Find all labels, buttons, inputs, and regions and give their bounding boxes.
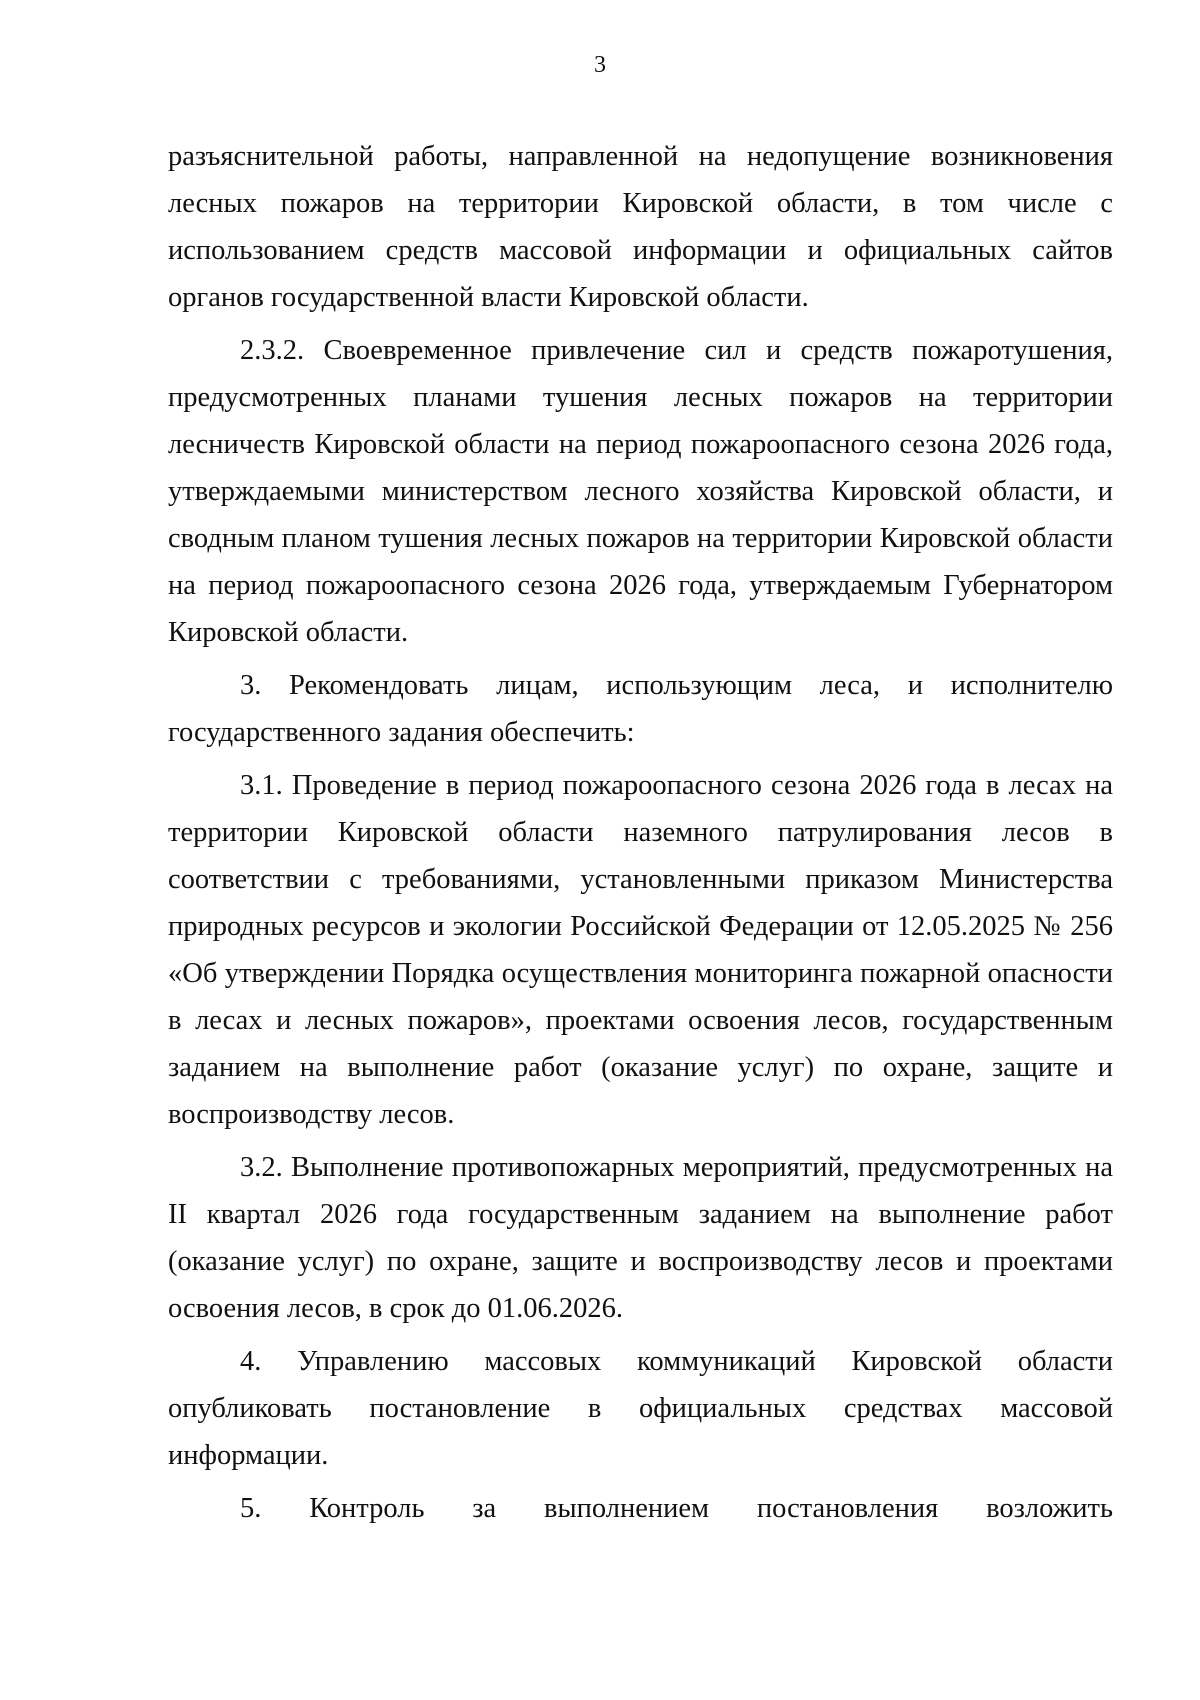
paragraph-5: 5. Контроль за выполнением постановления возложить [240,1493,1113,1524]
paragraph-3-2: 3.2. Выполнение противопожарных мероприятий, предусмотренных на II квартал 2026 года государственным заданием на выполнение работ (оказание услуг) по охране, защите и воспроизводству лесов и проектами освоения лесов, в срок до 01.06.2026. [168,1152,1113,1324]
paragraph-2-3-2: 2.3.2. Своевременное привлечение сил и средств пожаротушения, предусмотренных планами тушения лесных пожаров на территории лесничеств Кировской области на период пожароопасного сезона 2026 года, утверждаемыми министерством лесного хозяйства Кировской области, и сводным планом тушения лесных пожаров на территории Кировской области на период пожароопасного сезона 2026 года, утверждаемым Губернатором Кировской области. [168,335,1113,648]
paragraph-continuation: разъяснительной работы, направленной на недопущение возникновения лесных пожаров на территории Кировской области, в том числе с использованием средств массовой информации и официальных сайтов органов государственной власти Кировской области. [168,141,1113,313]
document-body [168,133,1113,1532]
paragraph-3-1: 3.1. Проведение в период пожароопасного сезона 2026 года в лесах на территории Кировской области наземного патрулирования лесов в соответствии с требованиями, установленными приказом Министерства природных ресурсов и экологии Российской Федерации от 12.05.2025 № 256 «Об утверждении Порядка осуществления мониторинга пожарной опасности в лесах и лесных пожаров», проектами освоения лесов, государственным заданием на выполнение работ (оказание услуг) по охране, защите и воспроизводству лесов. [168,770,1113,1130]
paragraph-4: 4. Управлению массовых коммуникаций Кировской области опубликовать постановление в официальных средствах массовой информации. [168,1346,1113,1471]
page-number: 3 [594,52,606,78]
paragraph-3: 3. Рекомендовать лицам, использующим леса, и исполнителю государственного задания обеспечить: [168,670,1113,748]
